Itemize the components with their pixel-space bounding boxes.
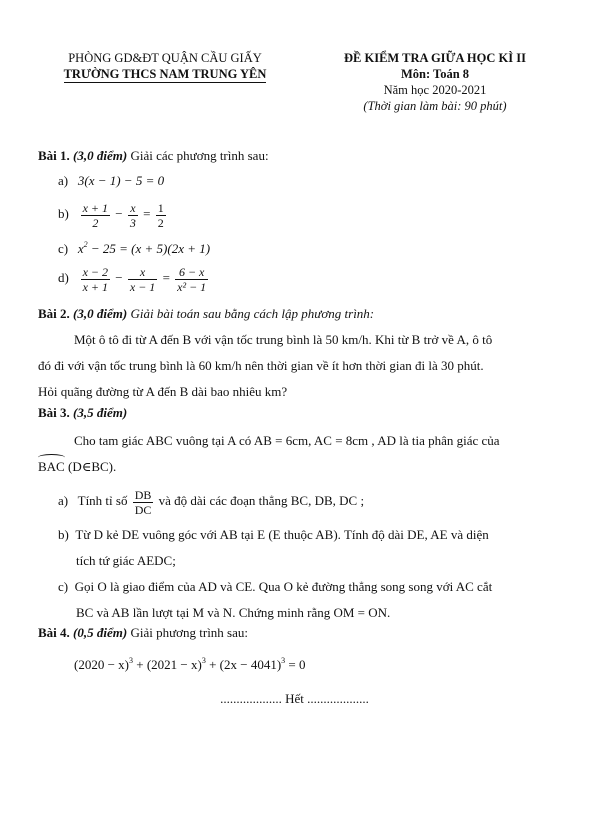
header-school [40,50,290,83]
header-exam-info [300,50,570,114]
bai3-heading: Bài 3. (3,5 điểm) [38,405,128,420]
bai3-a: a) Tính tỉ số $\frac{DB}{DC}$ và độ dài các đoạn thẳng BC, DB, DC ; [58,487,365,517]
exam-title: ĐỀ KIỂM TRA GIỮA HỌC KÌ II [344,51,526,65]
angle-bac: BAC [38,459,65,474]
bai2-text-3: Hỏi quãng đường từ A đến B dài bao nhiêu km? [38,384,288,399]
bai3-c-1: c) Gọi O là giao điểm của AD và CE. Qua O kẻ đường thẳng song song với AC cắt [58,579,493,594]
school-year: Năm học 2020-2021 [383,83,487,97]
bai2-heading: Bài 2. (3,0 điểm) Giải bài toán sau bằng cách lập phương trình: [38,306,375,321]
bai1-b: b) $\frac{x + 1}{2}$ − $\frac{x}{3}$ = $\frac{1}{2}$ [58,200,164,230]
exam-subject: Môn: Toán 8 [400,67,470,81]
bai3-angle-line: BAC (D∈BC). [38,459,117,474]
department-name: PHÒNG GD&ĐT QUẬN CẦU GIẤY [68,51,262,65]
bai4-heading: Bài 4. (0,5 điểm) Giải phương trình sau: [38,625,248,640]
bai1-d: d) $\frac{x - 2}{x + 1}$ − $\frac{x}{x - 1}$ = $\frac{6 - x}{\text{x² − 1}}$ [58,264,207,294]
bai3-intro: Cho tam giác ABC vuông tại A có AB = 6cm, AC = 8cm , AD là tia phân giác của [74,433,500,448]
bai1-a: a) 3(x − 1) − 5 = 0 [58,173,165,188]
school-name: TRƯỜNG THCS NAM TRUNG YÊN [63,67,267,81]
exam-duration: (Thời gian làm bài: 90 phút) [363,99,507,113]
end-marker: ................... Hết ................... [220,691,369,706]
bai2-text-2: đó đi với vận tốc trung bình là 60 km/h nên thời gian về ít hơn thời gian đi là 30 phút. [38,358,484,373]
bai3-b-1: b) Từ D kẻ DE vuông góc với AB tại E (E thuộc AB). Tính độ dài DE, AE và diện [58,527,489,542]
bai2-text-1: Một ô tô đi từ A đến B với vận tốc trung bình là 50 km/h. Khi từ B trở về A, ô tô [74,332,493,347]
bai4-equation: $(2020 - x)^3 + (2021 - x)^3 + (2x - 4041)^3 = 0$ [74,656,306,672]
bai3-c-2: BC và AB lần lượt tại M và N. Chứng minh rằng OM = ON. [76,605,391,620]
bai1-c: c) $x^2 - 25 = (x + 5)(2x + 1)$ [58,240,211,256]
bai1-heading: Bài 1. (3,0 điểm) Giải các phương trình sau: [38,148,269,163]
bai3-b-2: tích tứ giác AEDC; [76,553,176,568]
